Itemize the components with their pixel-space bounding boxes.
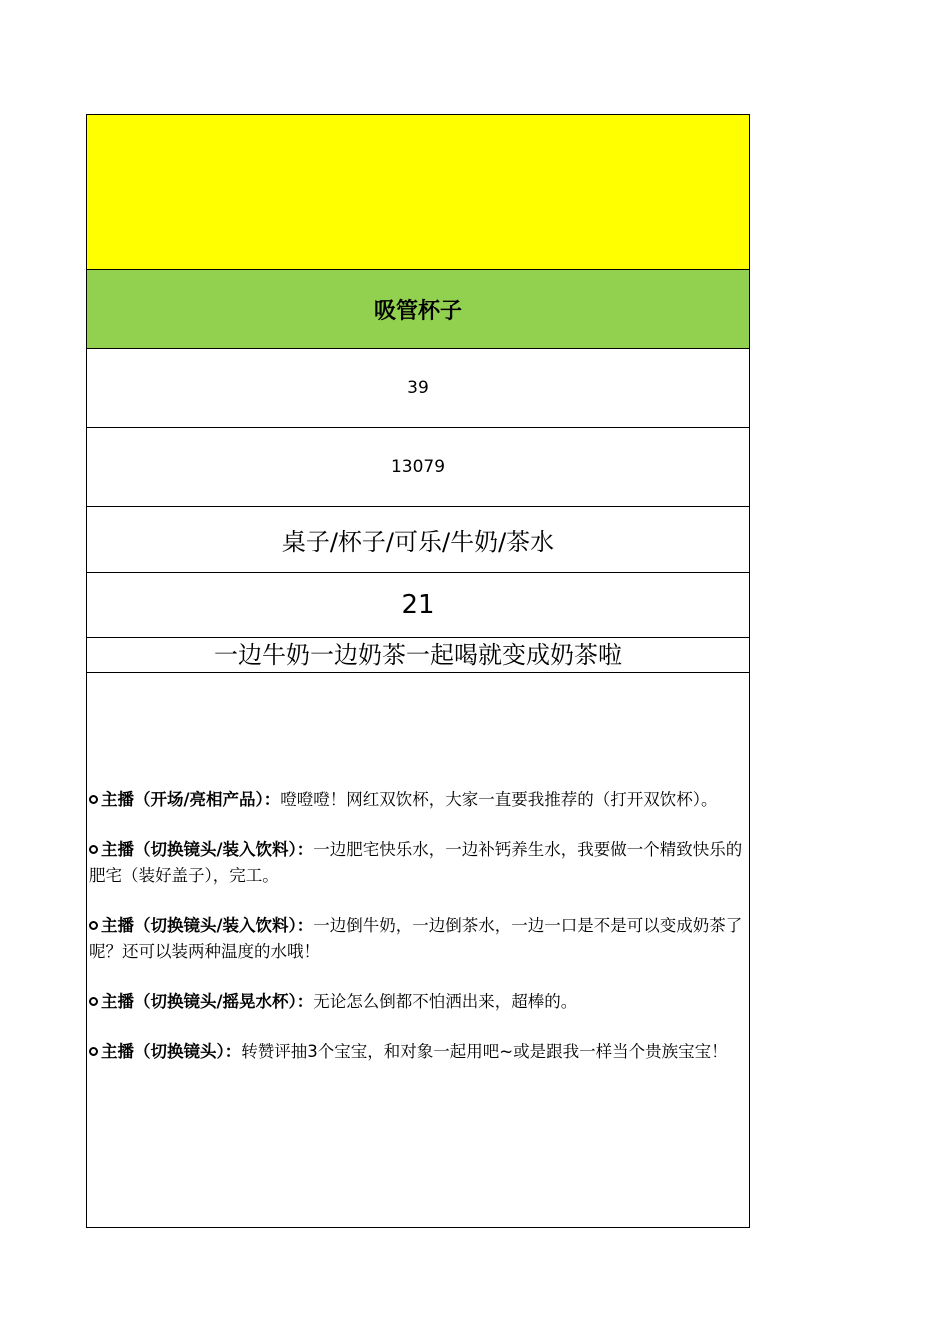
script-speaker: 主播（切换镜头）：: [101, 1042, 242, 1061]
product-title: 吸管杯子: [373, 298, 462, 324]
script-line: [89, 989, 747, 1015]
props-list: 桌子/杯子/可乐/牛奶/茶水: [281, 528, 555, 556]
script-text: 一边肥宅快乐水，一边补钙养生水，我要做一个精致快乐的肥宅（装好盖子），完工。: [89, 840, 743, 885]
script-text: 无论怎么倒都不怕洒出来，超棒的。: [313, 992, 578, 1011]
slogan-cell: [87, 637, 749, 672]
circle-bullet-icon: [89, 997, 98, 1006]
script-table: [86, 114, 750, 1228]
script-line: [89, 913, 747, 965]
product-title-cell: [87, 269, 749, 348]
circle-bullet-icon: [89, 845, 98, 854]
script-text: 一边倒牛奶，一边倒茶水，一边一口是不是可以变成奶茶了呢？还可以装两种温度的水哦！: [89, 916, 743, 961]
slogan-text: 一边牛奶一边奶茶一起喝就变成奶茶啦: [214, 640, 622, 669]
count-cell: [87, 572, 749, 637]
count-value: 21: [401, 590, 435, 620]
script-text: 转赞评抽3个宝宝，和对象一起用吧~或是跟我一样当个贵族宝宝！: [241, 1042, 728, 1061]
header-blank-cell: [87, 114, 749, 269]
script-line: [89, 1039, 747, 1065]
circle-bullet-icon: [89, 795, 98, 804]
script-speaker: 主播（切换镜头/装入饮料）：: [101, 840, 314, 859]
script-speaker: 主播（开场/亮相产品）：: [101, 790, 281, 809]
script-text: 噔噔噔！网红双饮杯，大家一直要我推荐的（打开双饮杯）。: [280, 790, 718, 809]
value-a-cell: [87, 348, 749, 427]
script-speaker: 主播（切换镜头/摇晃水杯）：: [101, 992, 314, 1011]
script-line: [89, 787, 747, 813]
script-cell: [87, 672, 749, 1227]
value-b: 13079: [390, 457, 446, 477]
script-line: [89, 837, 747, 889]
circle-bullet-icon: [89, 921, 98, 930]
props-cell: [87, 506, 749, 572]
value-b-cell: [87, 427, 749, 506]
value-a: 39: [407, 378, 429, 398]
script-speaker: 主播（切换镜头/装入饮料）：: [101, 916, 314, 935]
circle-bullet-icon: [89, 1047, 98, 1056]
